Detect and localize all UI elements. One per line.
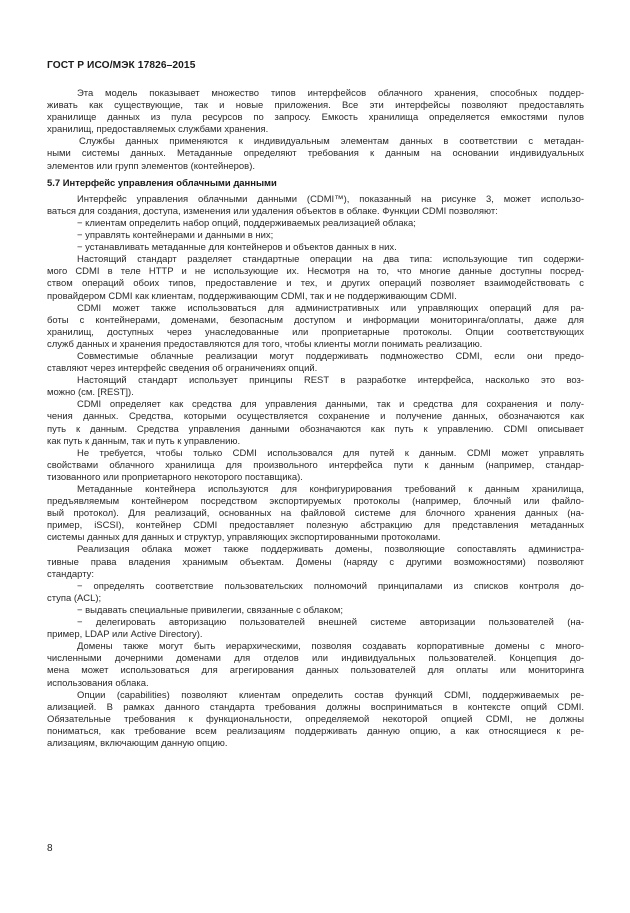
text-line: − устанавливать метаданные для контейнеров и объектов данных в них. bbox=[77, 242, 397, 254]
text-line: Интерфейс управления облачными данными (CDMI™), показанный на рисунке 3, может использо- bbox=[77, 193, 584, 205]
intro-text bbox=[47, 88, 584, 173]
text-line: Настоящий стандарт разделяет стандартные операции на два типа: использующие тип содержи- bbox=[77, 254, 584, 266]
text-line: путь к данным. Средства управления данными обозначаются как путь к управлению. CDMI описывает bbox=[47, 423, 584, 435]
text-line: хранилище данных из пула ресурсов по запросу. Емкость хранилища определяется емкостями пулов bbox=[47, 112, 584, 124]
text-line: свойствами облачного хранилища для произвольного интерфейса пути к данным (например, стандар- bbox=[47, 459, 584, 471]
section-heading: 5.7 Интерфейс управления облачными данными bbox=[47, 177, 277, 189]
text-line: Не требуется, чтобы только CDMI использовался для путей к данным. CDMI может управлять bbox=[77, 447, 584, 459]
text-line: − определять соответствие пользовательских полномочий принципалами из списков контроля до- bbox=[77, 580, 584, 592]
section-text bbox=[47, 194, 584, 750]
text-line: элементов или групп элементов (контейнеров). bbox=[47, 160, 255, 172]
text-line: вый протокол). Для реализаций, основанных на файловой системе для блочного хранения данных (на- bbox=[47, 508, 584, 520]
text-line: живать как существующие, так и новые приложения. Все эти интерфейсы позволяют предоставлять bbox=[47, 100, 584, 112]
text-line: боты с контейнерами, доменами, безопасным доступом и информации мониторинга/оплаты, даже для bbox=[47, 314, 584, 326]
text-line: мого CDMI в теле HTTP и не использующие их. Несмотря на то, что многие данные доступны посред- bbox=[47, 266, 584, 278]
text-line: Метаданные контейнера используются для конфигурирования требований к данным хранилища, bbox=[77, 484, 584, 495]
text-line: Домены также могут быть иерархическими, позволяя создавать корпоративные домены с много- bbox=[77, 641, 584, 653]
text-line: − управлять контейнерами и данными в них; bbox=[77, 230, 274, 242]
text-line: ализациям, включающим данную опцию. bbox=[47, 737, 228, 749]
text-line: Службы данных применяются к индивидуальным элементам данных в соответствии с метадан- bbox=[79, 136, 584, 148]
page-number: 8 bbox=[47, 843, 53, 854]
text-line: предъявляемым контейнером посредством экспортируемых протоколы (например, блочный или файло- bbox=[47, 496, 584, 508]
document-body bbox=[47, 88, 584, 750]
text-line: пониматься, как требование всем реализациям поддерживать данную опцию, а как относящиеся к ре- bbox=[47, 725, 584, 737]
text-line: ставляют через интерфейс сведения об ограничениях опций. bbox=[47, 363, 318, 375]
text-line: мена может использоваться для агрегирования данных пользователей для оплаты или мониторинга bbox=[47, 665, 584, 677]
text-line: − делегировать авторизацию пользователей внешней системе авторизации пользователей (на- bbox=[77, 617, 584, 629]
text-line: Эта модель показывает множество типов интерфейсов облачного хранения, способных поддер- bbox=[77, 88, 584, 99]
text-line: численными дочерними доменами для отделов или индивидуальных пользователей. Концепция до- bbox=[47, 653, 584, 665]
text-line: Настоящий стандарт использует принципы REST в разработке интерфейса, насколько это воз- bbox=[77, 375, 584, 387]
text-line: провайдером CDMI как клиентам, поддерживающим CDMI, так и не поддерживающим CDMI. bbox=[47, 290, 457, 302]
text-line: CDMI может также использоваться для административных или управляющих операций для ра- bbox=[77, 302, 584, 314]
text-line: ализацией. В рамках данного стандарта требования должны восприниматься в контексте опций CDMI. bbox=[47, 701, 584, 713]
text-line: − клиентам определить набор опций, поддерживаемых реализацией облака; bbox=[77, 217, 416, 229]
text-line: стандарту: bbox=[47, 568, 94, 580]
text-line: ступа (ACL); bbox=[47, 592, 102, 604]
text-line: пример, iSCSI), контейнер CDMI предоставляет полезную абстракцию для представления метаданных bbox=[47, 520, 584, 532]
text-line: CDMI определяет как средства для управления данными, так и средства для сохранения и полу- bbox=[77, 399, 584, 411]
text-line: хранилищ, доступных через унаследованные или проприетарные протоколы. Опции соответствующих bbox=[47, 326, 584, 338]
text-line: Обязательные требования к функциональности, определяемой некоторой опцией CDMI, не должны bbox=[47, 713, 584, 725]
text-line: ством операций обоих типов, предоставление и тех, и других операций позволяет взаимодействовать с bbox=[47, 278, 584, 290]
text-line: хранилищ, предоставляемых службами хранения. bbox=[47, 124, 269, 136]
text-line: чения данных. Средства, которыми осуществляется сохранение и получение данных, обозначаются как bbox=[47, 411, 584, 423]
text-line: использования облака. bbox=[47, 677, 149, 689]
text-line: тивные права владения хранимым объектам. Домены (наряду с другими возможностями) позволяют bbox=[47, 556, 584, 568]
text-line: ваться для создания, доступа, изменения или удаления объектов в облаке. Функции CDMI позволяют: bbox=[47, 205, 498, 217]
text-line: − выдавать специальные привилегии, связанные с облаком; bbox=[77, 604, 344, 616]
text-line: пример, LDAP или Active Directory). bbox=[47, 629, 203, 641]
text-line: тизованного или проприетарного некоторого поставщика). bbox=[47, 471, 303, 483]
text-line: как путь к данным, так и путь к управлению. bbox=[47, 435, 241, 447]
document-header: ГОСТ Р ИСО/МЭК 17826–2015 bbox=[47, 60, 196, 71]
text-line: служб данных и хранения предоставляются для того, чтобы клиенты могли понимать реализацию. bbox=[47, 338, 483, 350]
text-line: системы данных для данных и структур, управляющих экспортированными протоколами. bbox=[47, 532, 441, 544]
text-line: Опции (capabilities) позволяют клиентам определить состав функций CDMI, поддерживаемых ре- bbox=[77, 689, 584, 701]
text-line: Реализация облака может также поддерживать домены, позволяющие сопоставлять администра- bbox=[77, 544, 584, 556]
text-line: Совместимые облачные реализации могут поддерживать подмножество CDMI, если они предо- bbox=[77, 350, 584, 362]
text-line: ными системы данных. Метаданные определяют требования к данным на основании индивидуальных bbox=[47, 148, 584, 160]
text-line: можно (см. [REST]). bbox=[47, 387, 134, 399]
